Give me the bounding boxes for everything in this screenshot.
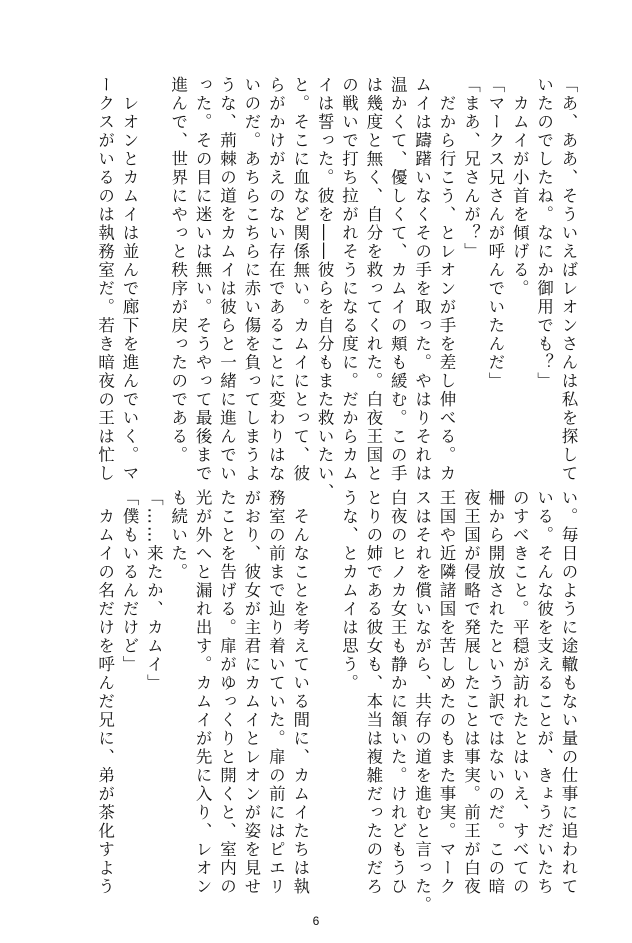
text-column: の戦いで打ち拉がれそうになる度に。だからカム [339, 76, 359, 483]
page-number: 6 [312, 914, 320, 928]
text-column: うな、荊棘の道をカムイは彼らと一緒に進んでい [217, 76, 237, 483]
text-block-top [92, 76, 580, 502]
text-column: いる。そんな彼を支えることが、きょうだいたち [534, 489, 554, 896]
text-column: 夜王国が侵略で発展したことは事実。前王が白夜 [461, 489, 481, 896]
text-column [141, 76, 165, 456]
text-column: カムイの名だけを呼んだ兄に、弟が茶化すよう [95, 489, 115, 896]
text-column: だから行こう、とレオンが手を差し伸べる。カ [437, 76, 457, 483]
text-column: イは誓った。彼を――彼らを自分もまた救いたい、 [315, 76, 335, 502]
text-column: カムイが小首を傾げる。 [510, 76, 530, 298]
text-column: 「……来たか、カムイ」 [144, 489, 164, 693]
text-column: スはそれを償いながら、共存の道を進むと言った。 [412, 489, 432, 915]
text-column: 「あ、ああ、そういえばレオンさんは私を探して [559, 76, 578, 483]
text-column: と。そこに血など関係無い。カムイにとって、彼 [290, 76, 310, 483]
text-column: った。その目に迷いは無い。そうやって最後まで [193, 76, 213, 483]
text-column: いのだ。あちらこちらに赤い傷を負ってしまうよ [241, 76, 261, 483]
text-column: 温かくて、優しくて、カムイの頬も緩む。この手 [388, 76, 408, 483]
text-column: とりの姉である彼女も、本当は複雑だったのだろ [363, 489, 383, 896]
text-column: らがかけがえのない存在であることに変わりはな [266, 76, 286, 483]
text-column: 進んで、世界にやっと秩序が戻ったのである。 [168, 76, 188, 465]
text-column: 柵から開放されたという訳ではないのだ。この暗 [485, 489, 505, 896]
text-column: 白夜のヒノカ女王も静かに頷いた。けれどもうひ [388, 489, 408, 896]
text-column: たことを告げる。扉がゆっくりと開くと、室内の [217, 489, 237, 896]
text-column [312, 489, 336, 869]
text-column: レオンとカムイは並んで廊下を進んでいく。マ [119, 76, 139, 483]
text-column: 光が外へと漏れ出す。カムイが先に入り、レオン [193, 489, 213, 896]
text-column: がおり、彼女が主君にカムイとレオンが姿を見せ [241, 489, 261, 896]
text-column: 務室の前まで辿り着いていた。扉の前にはピエリ [266, 489, 286, 896]
text-block-bottom [92, 489, 580, 915]
text-column: 王国や近隣諸国を苦しめたのもまた事実。マーク [437, 489, 457, 896]
text-column: ークスがいるのは執務室だ。若き暗夜の王は忙し [95, 76, 115, 483]
text-column: ムイは躊躇いなくその手を取った。やはりそれは [412, 76, 432, 483]
text-column: は幾度と無く、自分を救ってくれた。白夜王国と [363, 76, 383, 483]
text-column: い。毎日のように途轍もない量の仕事に追われて [559, 489, 578, 896]
text-column: 「まあ、兄さんが？」 [461, 76, 481, 261]
text-column: うな、とカムイは思う。 [339, 489, 359, 693]
text-column: 「マークス兄さんが呼んでいたんだ」 [485, 76, 505, 391]
text-column: のすべきこと。平穏が訪れたとはいえ、すべての [510, 489, 530, 896]
text-column: いたのでしたね。なにか御用でも？」 [534, 76, 554, 391]
text-column: も続いた。 [168, 489, 188, 582]
text-column: そんなことを考えている間に、カムイたちは執 [290, 489, 310, 896]
text-column: 「僕もいるんだけど」 [119, 489, 139, 674]
